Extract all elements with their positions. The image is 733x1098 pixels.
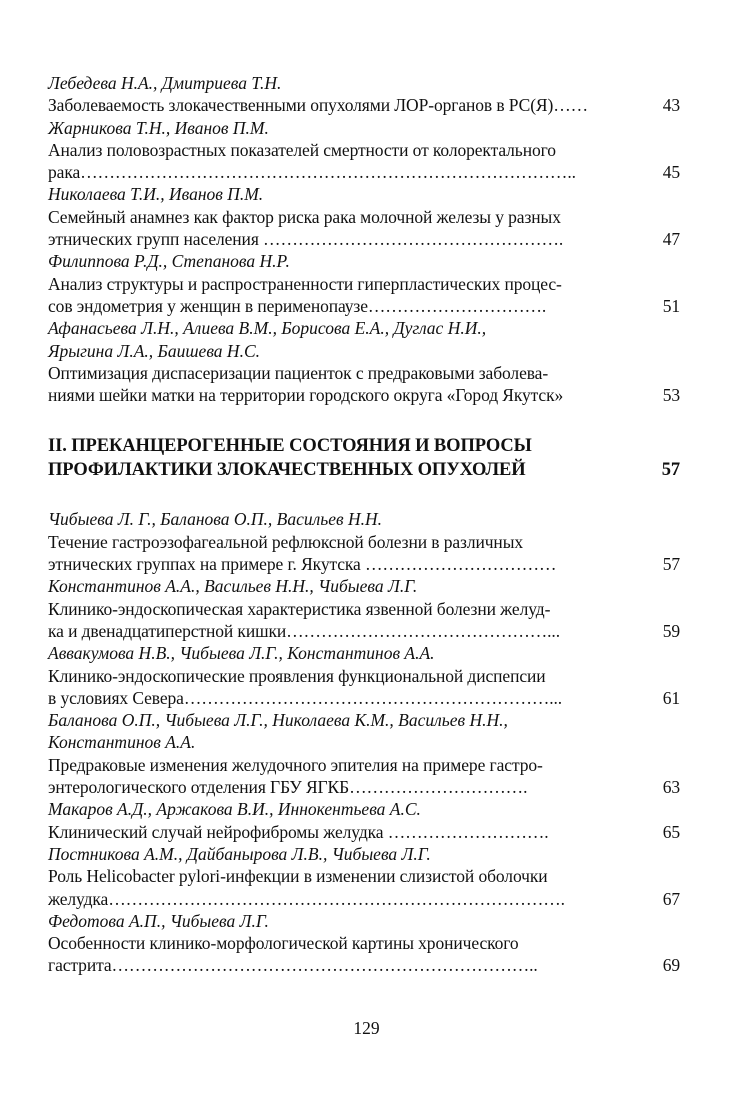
toc-entry-title-line [48,553,684,575]
toc-entry-page-number: 63 [662,777,680,798]
toc-entry-page-number: 53 [662,385,680,406]
toc-group-oncology [48,72,684,406]
section-title-text: ПРОФИЛАКТИКИ ЗЛОКАЧЕСТВЕННЫХ ОПУХОЛЕЙ [48,460,526,481]
table-of-contents [48,72,684,977]
toc-entry-page-number: 43 [662,95,680,116]
toc-entry-title: Оптимизация диспасеризации пациенток с предраковыми заболева- [48,362,549,383]
toc-entry-title: Клинический случай нейрофибромы желудка ………………………. [48,821,549,842]
toc-entry-title-line [48,888,684,910]
toc-entry [48,317,684,406]
toc-entry-authors: Постникова А.М., Дайбанырова Л.В., Чибыева Л.Г. [48,843,431,864]
toc-entry-title-line [48,531,684,553]
toc-entry-authors: Аввакумова Н.В., Чибыева Л.Г., Константинов А.А. [48,643,435,664]
toc-entry [48,709,684,798]
toc-entry-page-number: 57 [662,554,680,575]
toc-entry-title: Клинико-эндоскопические проявления функциональной диспепсии [48,665,546,686]
toc-entry-title-line [48,954,684,976]
toc-entry-authors: Филиппова Р.Д., Степанова Н.Р. [48,251,290,272]
toc-entry-title: Предраковые изменения желудочного эпителия на примере гастро- [48,754,543,775]
toc-entry-authors: Макаров А.Д., Аржакова В.И., Иннокентьева А.С. [48,799,421,820]
toc-entry-title-line [48,94,684,116]
toc-entry-authors: Чибыева Л. Г., Баланова О.П., Васильев Н.Н. [48,509,382,530]
toc-entry-title-line [48,139,684,161]
toc-entry-title-line [48,932,684,954]
toc-entry-title: Роль Helicobacter pylori-инфекции в изменении слизистой оболочки [48,866,548,887]
toc-entry [48,910,684,977]
toc-entry-page-number: 69 [662,955,680,976]
section-title-line [48,434,684,458]
toc-entry-title-line [48,620,684,642]
toc-entry [48,508,684,575]
toc-entry-title: Анализ половозрастных показателей смертности от колоректального [48,139,556,160]
toc-entry-title-line [48,206,684,228]
toc-entry [48,250,684,317]
toc-entry-page-number: 45 [662,162,680,183]
toc-entry-authors: Жарникова Т.Н., Иванов П.М. [48,117,269,138]
toc-entry-title: ка и двенадцатиперстной кишки………………………………………... [48,620,560,641]
toc-entry-title: Анализ структуры и распространенности гиперпластических процес- [48,273,562,294]
toc-entry-title-line [48,384,684,406]
toc-entry-title: гастрита……………………………………………………………….. [48,955,538,976]
page-footer-number: 129 [353,1018,380,1038]
toc-entry-title: Семейный анамнез как фактор риска рака молочной железы у разных [48,206,561,227]
toc-entry [48,72,684,117]
toc-entry-title: Клинико-эндоскопическая характеристика язвенной болезни желуд- [48,598,551,619]
toc-entry-title: рака………………………………………………………………………….. [48,162,576,183]
toc-entry-page-number: 51 [662,295,680,316]
toc-entry-page-number: 61 [662,687,680,708]
toc-entry-authors: Лебедева Н.А., Дмитриева Т.Н. [48,73,282,93]
toc-entry [48,183,684,250]
section-page-number: 57 [661,460,680,481]
toc-entry-title-line [48,161,684,183]
toc-entry-title: энтерологического отделения ГБУ ЯГКБ…………………………. [48,777,528,798]
toc-entry-page-number: 67 [662,888,680,909]
toc-entry-title-line [48,754,684,776]
toc-entry [48,798,684,843]
toc-entry-title: ниями шейки матки на территории городского округа «Город Якутск» [48,385,564,406]
section-title-text: II. ПРЕКАНЦЕРОГЕННЫЕ СОСТОЯНИЯ И ВОПРОСЫ [48,436,532,457]
toc-entry-title-line [48,865,684,887]
toc-entry-title-line [48,295,684,317]
toc-entry-title: этнических группах на примере г. Якутска …………………………… [48,554,557,575]
toc-entry-title: в условиях Севера………………………………………………………... [48,687,563,708]
toc-entry [48,575,684,642]
toc-entry-authors: Федотова А.П., Чибыева Л.Г. [48,910,269,931]
toc-entry-title: Особенности клинико-морфологической картины хронического [48,933,519,954]
toc-entry-title-line [48,665,684,687]
toc-entry-authors: Афанасьева Л.Н., Алиева В.М., Борисова Е.А., Дуглас Н.И., [48,318,487,339]
toc-entry-title-line [48,687,684,709]
toc-entry-authors: Константинов А.А., Васильев Н.Н., Чибыева Л.Г. [48,576,418,597]
toc-entry-title-line [48,821,684,843]
toc-entry-title: сов эндометрия у женщин в перименопаузе…………………………. [48,295,547,316]
toc-entry-title-line [48,776,684,798]
toc-entry-page-number: 59 [662,620,680,641]
section-title-line [48,458,684,482]
toc-entry-authors: Николаева Т.И., Иванов П.М. [48,184,264,205]
toc-entry-page-number: 65 [662,821,680,842]
toc-entry [48,117,684,184]
toc-entry-title-line [48,228,684,250]
toc-entry-title-line [48,362,684,384]
toc-entry [48,642,684,709]
toc-entry-authors: Константинов А.А. [48,732,196,753]
toc-entry-title: желудка……………………………………………………………………. [48,888,565,909]
toc-entry-title: этнических групп населения ……………………………………………. [48,229,564,250]
toc-entry-title: Заболеваемость злокачественными опухолями ЛОР-органов в РС(Я)…… [48,95,589,116]
toc-entry-page-number: 47 [662,229,680,250]
toc-entry [48,843,684,910]
section-heading [48,434,684,482]
toc-entry-title-line [48,273,684,295]
toc-entry-authors: Ярыгина Л.А., Баишева Н.С. [48,340,260,361]
toc-entry-title-line [48,598,684,620]
toc-entry-authors: Баланова О.П., Чибыева Л.Г., Николаева К.М., Васильев Н.Н., [48,710,508,731]
toc-entry-title: Течение гастроэзофагеальной рефлюксной болезни в различных [48,531,524,552]
toc-group-precancerous [48,508,684,976]
